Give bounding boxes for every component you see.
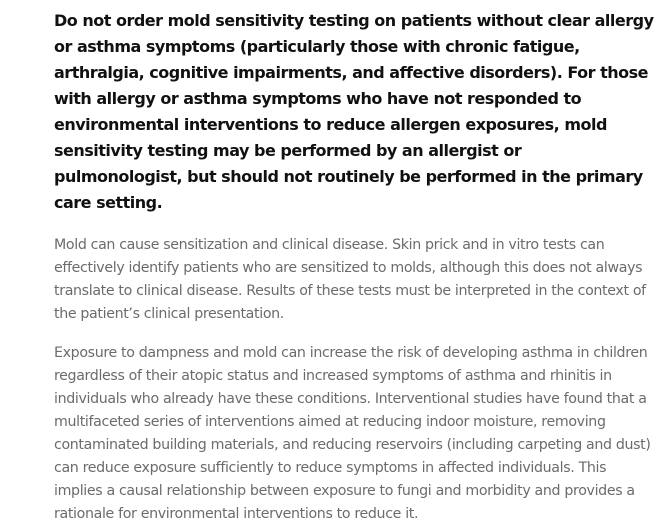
rationale-paragraph-exposure: Exposure to dampness and mold can increase the risk of developing asthma in children regardless of their atopic status and increased symptoms of asthma and rhinitis in individuals who already have these conditions. Interventional studies have found that a multifaceted series of interventions aimed at reducing indoor moisture, removing contaminated building materials, and reducing reservoirs (including carpeting and dust) can reduce exposure sufficiently to reduce symptoms in affected individuals. This implies a causal relationship between exposure to fungi and morbidity and provides a rationale for environmental interventions to reduce it. (54, 345, 651, 522)
article-content (54, 8, 654, 526)
recommendation-statement: Do not order mold sensitivity testing on patients without clear allergy or asthma symptoms (particularly those with chronic fatigue, arthralgia, cognitive impairments, and affective disorders). For those with allergy or asthma symptoms who have not responded to environmental interventions to reduce allergen exposures, mold sensitivity testing may be performed by an allergist or pulmonologist, but should not routinely be performed in the primary care setting. (54, 11, 654, 212)
rationale-paragraph-sensitization: Mold can cause sensitization and clinical disease. Skin prick and in vitro tests can effectively identify patients who are sensitized to molds, although this does not always translate to clinical disease. Results of these tests must be interpreted in the context of the patient’s clinical presentation. (54, 237, 646, 322)
